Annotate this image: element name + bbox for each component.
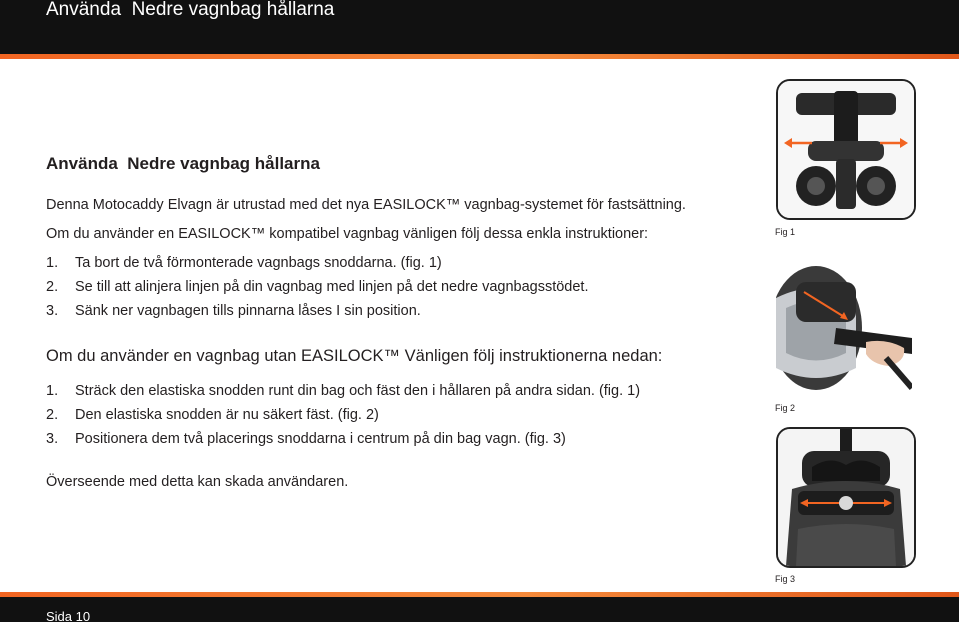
- step-number: 3.: [46, 431, 59, 447]
- bag-placement-illustration: [778, 429, 914, 566]
- step-number: 3.: [46, 303, 59, 319]
- step-text: Den elastiska snodden är nu säkert fäst. (fig. 2): [75, 407, 379, 423]
- section-subheading: Om du använder en vagnbag utan EASILOCK™ Vänligen följ instruktionerna nedan:: [46, 347, 663, 365]
- bag-strap-illustration: [776, 258, 912, 398]
- step-text: Ta bort de två förmonterade vagnbags snoddarna. (fig. 1): [75, 255, 442, 271]
- figure-2-caption: Fig 2: [775, 403, 796, 413]
- figure-2-image: [776, 258, 912, 398]
- figure-1-caption: Fig 1: [775, 227, 796, 237]
- page-number: Sida 10: [46, 609, 91, 624]
- step-text: Se till att alinjera linjen på din vagnbag med linjen på det nedre vagnbagsstödet.: [75, 279, 589, 295]
- header-title: Använda Nedre vagnbag hållarna: [46, 0, 335, 20]
- footer-bar: [0, 597, 959, 622]
- figure-1-image: [776, 79, 916, 220]
- header-bar: [0, 0, 959, 54]
- step-item: [46, 430, 566, 448]
- step-item: [46, 278, 589, 296]
- figure-3-image: [776, 427, 916, 568]
- step-number: 2.: [46, 279, 59, 295]
- step-number: 1.: [46, 383, 59, 399]
- step-text: Positionera dem två placerings snoddarna i centrum på din bag vagn. (fig. 3): [75, 431, 566, 447]
- step-text: Sträck den elastiska snodden runt din bag och fäst den i hållaren på andra sidan. (fig. 1): [75, 383, 641, 399]
- figure-3-caption: Fig 3: [775, 574, 796, 584]
- intro-line: Om du använder en EASILOCK™ kompatibel vagnbag vänligen följ dessa enkla instruktioner:: [46, 226, 649, 242]
- step-item: [46, 302, 421, 320]
- header-accent-line: [0, 54, 959, 59]
- step-item: [46, 406, 379, 424]
- section-heading: Använda Nedre vagnbag hållarna: [46, 154, 320, 173]
- step-item: [46, 254, 442, 272]
- warning-text: Överseende med detta kan skada användaren.: [46, 474, 349, 490]
- step-number: 2.: [46, 407, 59, 423]
- step-number: 1.: [46, 255, 59, 271]
- intro-line: Denna Motocaddy Elvagn är utrustad med det nya EASILOCK™ vagnbag-systemet för fastsättning.: [46, 197, 686, 213]
- step-text: Sänk ner vagnbagen tills pinnarna låses I sin position.: [75, 303, 421, 319]
- step-item: [46, 382, 640, 400]
- trolley-clip-illustration: [778, 81, 914, 218]
